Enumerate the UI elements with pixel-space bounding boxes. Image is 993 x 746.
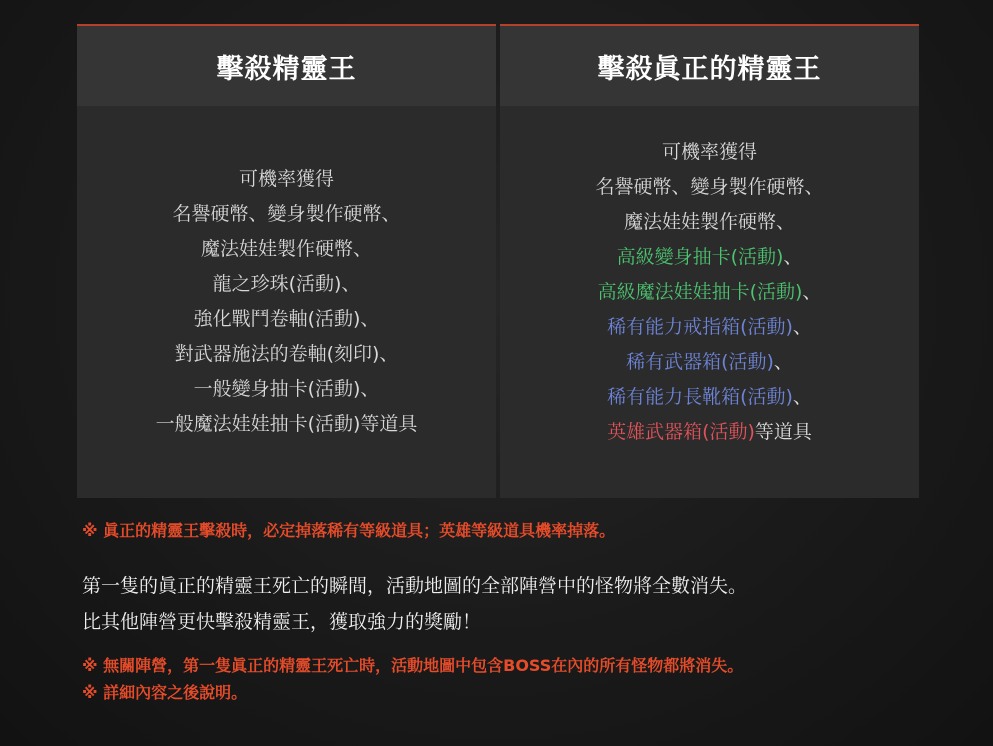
kill-elf-king-rewards — [77, 106, 496, 498]
reward-line — [598, 275, 822, 310]
reward-separator: 、 — [792, 315, 812, 338]
reward-text-highlight: 高級魔法娃娃抽卡(活動) — [597, 280, 803, 303]
kill-elf-king-column — [77, 24, 496, 498]
kill-elf-king-title: 擊殺精靈王 — [77, 26, 496, 106]
reward-line — [595, 170, 823, 205]
reward-line — [607, 380, 812, 415]
kill-true-elf-king-column — [500, 24, 919, 498]
reward-line — [617, 240, 803, 275]
drop-rate-note: ※ 眞正的精靈王擊殺時，必定掉落稀有等級道具；英雄等級道具機率掉落。 — [82, 521, 616, 540]
reward-line — [662, 135, 757, 170]
footnote-monsters-disappear: ※ 無關陣營，第一隻眞正的精靈王死亡時，活動地圖中包含BOSS在內的所有怪物都將消失。 — [82, 656, 744, 675]
reward-text-highlight: 稀有能力長靴箱(活動) — [607, 385, 793, 408]
reward-line — [607, 310, 812, 345]
reward-separator: 、 — [783, 245, 803, 268]
event-description-line-2: 比其他陣營更快擊殺精靈王，獲取強力的獎勵！ — [82, 611, 482, 633]
reward-text-highlight: 高級變身抽卡(活動) — [616, 245, 784, 268]
reward-line — [626, 345, 793, 380]
reward-separator: 、 — [773, 350, 793, 373]
reward-line: 魔法娃娃製作硬幣、 — [200, 238, 372, 260]
kill-true-elf-king-rewards — [500, 106, 919, 498]
reward-separator: 、 — [802, 280, 822, 303]
reward-comparison-table — [77, 24, 919, 498]
reward-line: 對武器施法的卷軸(刻印)、 — [174, 343, 399, 365]
event-description-line-1: 第一隻的眞正的精靈王死亡的瞬間，活動地圖的全部陣營中的怪物將全數消失。 — [82, 575, 748, 597]
reward-line: 可機率獲得 — [238, 168, 334, 190]
reward-text: 可機率獲得 — [661, 140, 757, 163]
reward-text-highlight: 稀有能力戒指箱(活動) — [607, 315, 793, 338]
reward-line: 強化戰鬥卷軸(活動)、 — [193, 308, 380, 330]
reward-separator: 、 — [792, 385, 812, 408]
reward-text-highlight: 稀有武器箱(活動) — [626, 350, 774, 373]
footnote-details-later: ※ 詳細內容之後說明。 — [82, 683, 248, 702]
reward-line: 一般魔法娃娃抽卡(活動)等道具 — [155, 413, 418, 435]
reward-line — [624, 205, 795, 240]
reward-line — [607, 415, 812, 450]
kill-true-elf-king-title: 擊殺眞正的精靈王 — [500, 26, 919, 106]
reward-line: 龍之珍珠(活動)、 — [212, 273, 361, 295]
reward-text-highlight: 英雄武器箱(活動) — [607, 420, 755, 443]
reward-text: 魔法娃娃製作硬幣、 — [623, 210, 795, 233]
reward-separator: 等道具 — [754, 420, 812, 443]
reward-line: 一般變身抽卡(活動)、 — [193, 378, 380, 400]
reward-line: 名譽硬幣、變身製作硬幣、 — [172, 203, 401, 225]
reward-text: 名譽硬幣、變身製作硬幣、 — [595, 175, 824, 198]
